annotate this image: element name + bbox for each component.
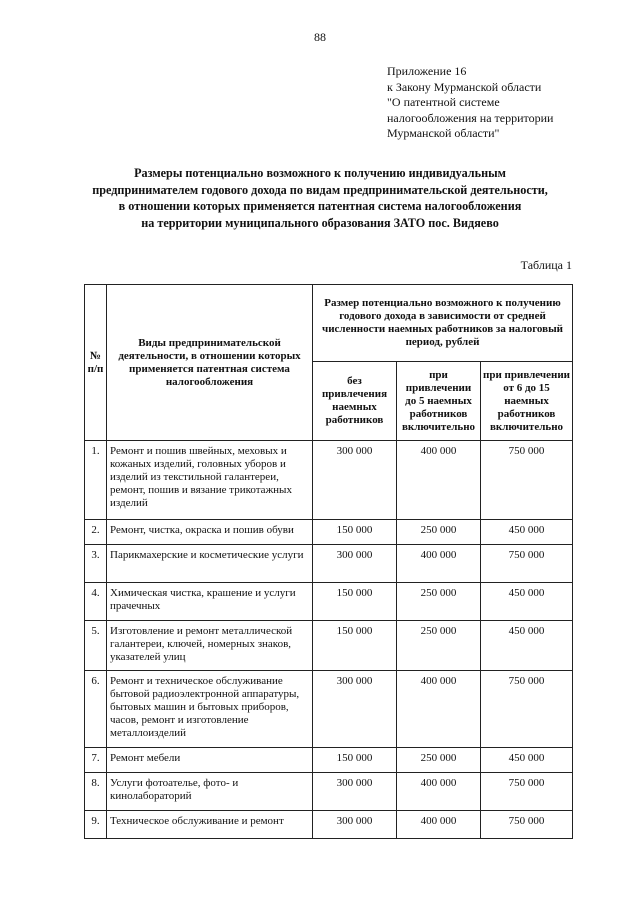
- row-activity-kind: Услуги фотоателье, фото- и кинолабораторий: [107, 773, 313, 811]
- row-activity-kind: Техническое обслуживание и ремонт: [107, 811, 313, 839]
- row-value-up-to-5: 250 000: [397, 583, 481, 621]
- table-row: [85, 583, 573, 621]
- row-value-no-employees: 300 000: [313, 545, 397, 583]
- row-value-6-to-15: 750 000: [481, 773, 573, 811]
- row-value-6-to-15: 450 000: [481, 583, 573, 621]
- row-value-up-to-5: 400 000: [397, 773, 481, 811]
- row-activity-kind: Ремонт, чистка, окраска и пошив обуви: [107, 520, 313, 545]
- header-up-to-5-employees: при привлечении до 5 наемных работников включительно: [397, 362, 481, 441]
- appendix-line: к Закону Мурманской области: [387, 79, 542, 94]
- row-value-6-to-15: 750 000: [481, 811, 573, 839]
- row-activity-kind: Химическая чистка, крашение и услуги прачечных: [107, 583, 313, 621]
- row-value-up-to-5: 400 000: [397, 811, 481, 839]
- table-label: Таблица 1: [520, 258, 572, 272]
- row-value-6-to-15: 750 000: [481, 671, 573, 748]
- table-row: [85, 441, 573, 520]
- table-row: [85, 748, 573, 773]
- row-number: 3.: [85, 545, 107, 583]
- document-title: [0, 165, 640, 231]
- row-number: 1.: [85, 441, 107, 520]
- income-table: [84, 284, 573, 839]
- row-value-no-employees: 150 000: [313, 520, 397, 545]
- row-value-up-to-5: 400 000: [397, 545, 481, 583]
- appendix-line: налогообложения на территории: [387, 110, 554, 125]
- header-6-to-15-employees: при привлечении от 6 до 15 наемных работников включительно: [481, 362, 573, 441]
- table-row: [85, 671, 573, 748]
- row-value-up-to-5: 400 000: [397, 441, 481, 520]
- table-row: [85, 621, 573, 671]
- row-value-no-employees: 150 000: [313, 583, 397, 621]
- appendix-line: "О патентной системе: [387, 95, 500, 109]
- row-number: 8.: [85, 773, 107, 811]
- table-row: [85, 773, 573, 811]
- row-activity-kind: Парикмахерские и косметические услуги: [107, 545, 313, 583]
- row-value-up-to-5: 250 000: [397, 748, 481, 773]
- row-activity-kind: Ремонт и пошив швейных, меховых и кожаных изделий, головных уборов и изделий из текстильной галантереи, ремонт, пошив и вязание трикотажных изделий: [107, 441, 313, 520]
- row-activity-kind: Изготовление и ремонт металлической галантереи, ключей, номерных знаков, указателей улиц: [107, 621, 313, 671]
- row-activity-kind: Ремонт и техническое обслуживание бытовой радиоэлектронной аппаратуры, бытовых машин и бытовых приборов, часов, ремонт и изготовление металлоизделий: [107, 671, 313, 748]
- row-value-no-employees: 150 000: [313, 748, 397, 773]
- row-value-6-to-15: 450 000: [481, 520, 573, 545]
- row-value-no-employees: 300 000: [313, 811, 397, 839]
- title-line: предпринимателем годового дохода по видам предпринимательской деятельности,: [92, 182, 548, 197]
- header-number: № п/п: [85, 285, 107, 441]
- row-value-no-employees: 300 000: [313, 441, 397, 520]
- row-value-up-to-5: 250 000: [397, 621, 481, 671]
- row-number: 7.: [85, 748, 107, 773]
- table-row: [85, 545, 573, 583]
- row-value-no-employees: 300 000: [313, 773, 397, 811]
- row-number: 2.: [85, 520, 107, 545]
- row-number: 5.: [85, 621, 107, 671]
- row-value-up-to-5: 400 000: [397, 671, 481, 748]
- row-number: 9.: [85, 811, 107, 839]
- row-value-6-to-15: 750 000: [481, 545, 573, 583]
- page-number: 88: [314, 30, 326, 44]
- table-row: [85, 811, 573, 839]
- title-line: в отношении которых применяется патентная система налогообложения: [118, 199, 522, 213]
- row-value-6-to-15: 450 000: [481, 748, 573, 773]
- appendix-line: Мурманской области": [387, 126, 500, 140]
- header-income-group: Размер потенциально возможного к получению годового дохода в зависимости от средней численности наемных работников за налоговый период, рублей: [313, 285, 573, 362]
- row-value-up-to-5: 250 000: [397, 520, 481, 545]
- table-row: [85, 520, 573, 545]
- appendix-reference: [387, 64, 553, 142]
- title-line: на территории муниципального образования ЗАТО пос. Видяево: [141, 215, 499, 230]
- appendix-line: Приложение 16: [387, 64, 467, 78]
- row-value-no-employees: 150 000: [313, 621, 397, 671]
- row-number: 4.: [85, 583, 107, 621]
- title-line: Размеры потенциально возможного к получению индивидуальным: [134, 166, 506, 180]
- header-no-employees: без привлечения наемных работников: [313, 362, 397, 441]
- row-number: 6.: [85, 671, 107, 748]
- row-value-6-to-15: 750 000: [481, 441, 573, 520]
- header-activity-kind: Виды предпринимательской деятельности, в отношении которых применяется патентная система налогообложения: [107, 285, 313, 441]
- row-value-6-to-15: 450 000: [481, 621, 573, 671]
- row-value-no-employees: 300 000: [313, 671, 397, 748]
- row-activity-kind: Ремонт мебели: [107, 748, 313, 773]
